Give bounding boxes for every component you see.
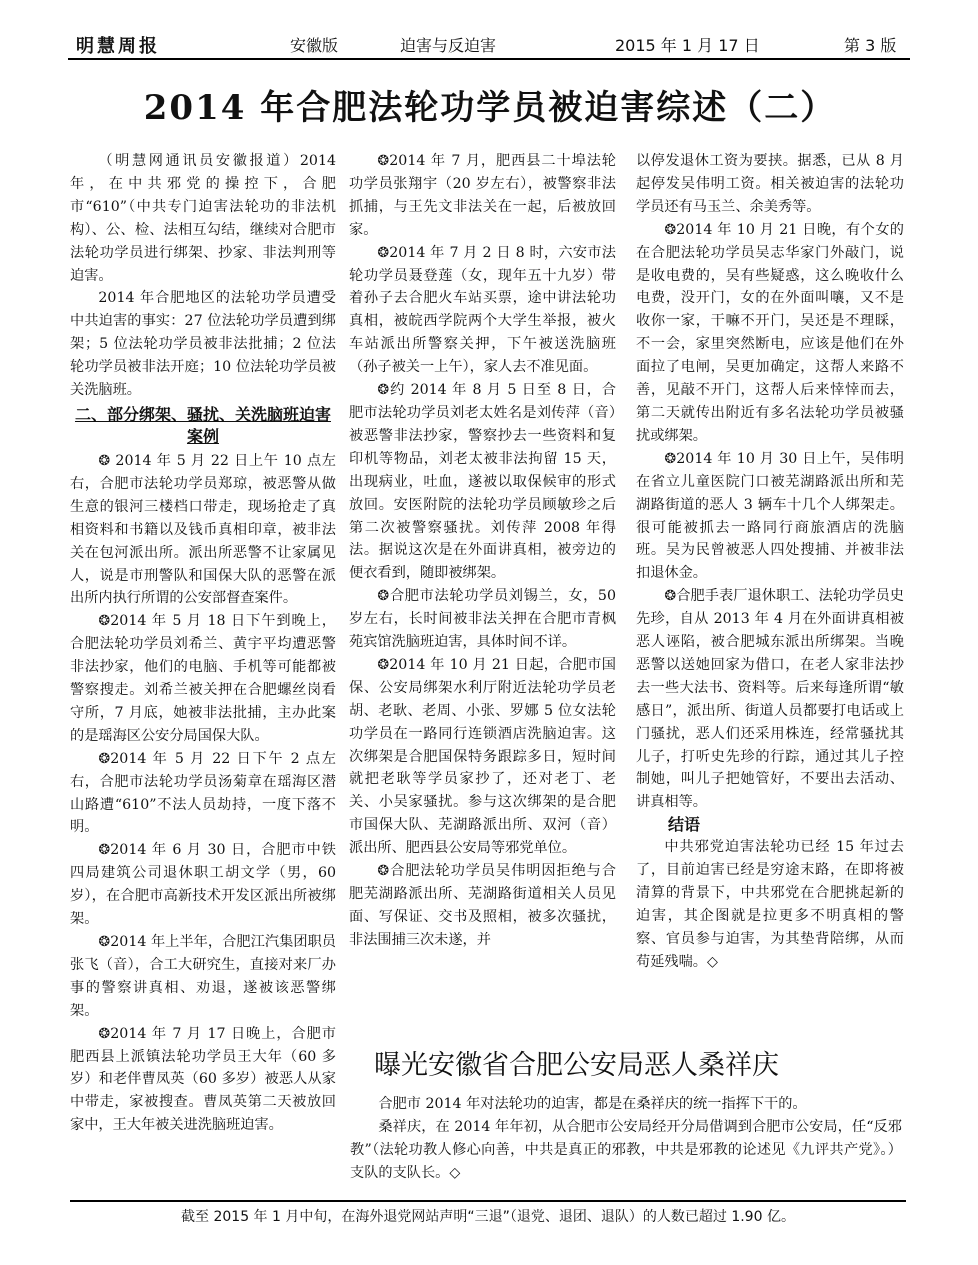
paragraph: ❂2014 年 7 月 2 日 8 时，六安市法轮功学员聂登莲（女，现年五十九岁）带着孙子去合肥火车站买票，途中讲法轮功真相，被皖西学院两个大学生举报，被火车站派出所警察关押，下午被送洗脑班（孙子被关一上午），家人去不准见面。 bbox=[349, 244, 616, 376]
conclusion-heading: 结语 bbox=[668, 815, 701, 835]
paragraph: ❂约 2014 年 8 月 5 日至 8 日，合肥市法轮功学员刘老太姓名是刘传萍（音）被恶警非法抄家，警察抄去一些资料和复印机等物品，刘老太被非法拘留 15 天，出现病业，吐血，遂被以取保候审的形式放回。安医附院的法轮功学员顾敏珍之后第二次被警察骚扰。刘传萍 2008 年得法。据说这次是在外面讲真相，被旁边的便衣看到，随即被绑架。 bbox=[349, 382, 616, 582]
footer-rule bbox=[70, 1200, 906, 1202]
column-1 bbox=[70, 150, 336, 1137]
paragraph: ❂2014 年 10 月 21 日晚，有个女的在合肥法轮功学员吴志华家门外敲门，说是收电费的，吴有些疑惑，这么晚收什么电费，没开门，女的在外面叫嚷，又不是收你一家，干嘛不开门，吴还是不理睬，不一会，家里突然断电，应该是他们在外面拉了电闸，吴更加确定，这帮人来路不善，见敲不开门，这帮人后来悻悻而去，第二天就传出附近有多名法轮功学员被骚扰或绑架。 bbox=[636, 221, 904, 444]
page-header bbox=[68, 31, 910, 61]
paragraph: ❂2014 年 10 月 30 日上午，吴伟明在省立儿童医院门口被芜湖路派出所和芜湖路街道的恶人 3 辆车十几个人绑架走。很可能被抓去一路同行商旅酒店的洗脑班。吴为民曾被恶人四处搜捕、并被非法扣退休金。 bbox=[636, 450, 904, 582]
paragraph: ❂合肥市法轮功学员刘锡兰，女，50 岁左右，长时间被非法关押在合肥市青枫苑宾馆洗脑班迫害，具体时间不详。 bbox=[349, 588, 616, 651]
paragraph: ❂合肥法轮功学员吴伟明因拒绝与合肥芜湖路派出所、芜湖路街道相关人员见面、写保证、交书及照相，被多次骚扰，非法围捕三次未遂，并 bbox=[349, 863, 616, 948]
paragraph: 合肥市 2014 年对法轮功的迫害，都是在桑祥庆的统一指挥下干的。 bbox=[378, 1096, 807, 1112]
issue-date: 2015 年 1 月 17 日 bbox=[615, 36, 760, 55]
column-2 bbox=[349, 150, 616, 952]
page-number: 第 3 版 bbox=[844, 36, 897, 55]
paragraph: ❂2014 年 5 月 18 日下午到晚上，合肥法轮功学员刘希兰、黄宇平均遭恶警非法抄家，他们的电脑、手机等可能都被警察搜走。刘希兰被关押在合肥螺丝岗看守所，7 月底，她被非法批捕，主办此案的是瑶海区公安分局国保大队。 bbox=[70, 613, 336, 744]
newspaper-brand: 明慧周报 bbox=[76, 36, 160, 57]
edition-label: 安徽版 bbox=[290, 36, 339, 55]
conclusion-text: 中共邪党迫害法轮功已经 15 年过去了，目前迫害已经是穷途末路，在即将被清算的背景下，中共邪党在合肥挑起新的迫害，其企图就是拉更多不明真相的警察、官员参与迫害，为其垫背陪绑，从而苟延残喘。◇ bbox=[636, 839, 904, 970]
article-headline: 2014 年合肥法轮功学员被迫害综述（二） bbox=[143, 88, 837, 128]
section-subhead: 二、部分绑架、骚扰、关洗脑班迫害案例 bbox=[74, 404, 331, 446]
paragraph: 2014 年合肥地区的法轮功学员遭受中共迫害的事实：27 位法轮功学员遭到绑架；5 位法轮功学员被非法批捕；2 位法轮功学员被非法开庭；10 位法轮功学员被关洗脑班。 bbox=[70, 290, 336, 399]
side-article-body bbox=[350, 1093, 902, 1185]
section-label: 迫害与反迫害 bbox=[400, 36, 497, 55]
paragraph: ❂2014 年 7 月，肥西县二十埠法轮功学员张翔宇（20 岁左右），被警察非法抓捕，与王先文非法关在一起，后被放回家。 bbox=[349, 153, 616, 238]
paragraph: 以停发退休工资为要挟。据悉，已从 8 月起停发吴伟明工资。相关被迫害的法轮功学员还有马玉兰、余美秀等。 bbox=[636, 153, 904, 215]
paragraph: ❂2014 年 5 月 22 日下午 2 点左右，合肥市法轮功学员汤菊章在瑶海区潜山路遭“610”不法人员劫持，一度下落不明。 bbox=[70, 750, 336, 836]
paragraph: ❂2014 年上半年，合肥江汽集团职员张飞（音），合工大研究生，直接对来厂办事的警察讲真相、劝退，遂被该恶警绑架。 bbox=[70, 934, 336, 1019]
side-article-title: 曝光安徽省合肥公安局恶人桑祥庆 bbox=[374, 1050, 779, 1081]
paragraph: ❂合肥手表厂退休职工、法轮功学员史先珍，自从 2013 年 4 月在外面讲真相被恶人诬陷，被合肥城东派出所绑架。当晚恶警以送她回家为借口，在老人家非法抄去一些大法书、资料等。后来每逢所谓“敏感日”，派出所、街道人员都要打电话或上门骚扰，恶人们还采用株连，经常骚扰其儿子，打听史先珍的行踪，通过其儿子控制她，叫儿子把她管好，不要出去活动、讲真相等。 bbox=[636, 588, 904, 811]
paragraph: 桑祥庆，在 2014 年年初，从合肥市公安局经开分局借调到合肥市公安局，任“反邪教”（法轮功教人修心向善，中共是真正的邪教，中共是邪教的论述见《九评共产党》。）支队的支队长。◇ bbox=[350, 1118, 902, 1181]
paragraph: （明慧网通讯员安徽报道）2014 年，在中共邪党的操控下，合肥市“610”（中共专门迫害法轮功的非法机构）、公、检、法相互勾结，继续对合肥市法轮功学员进行绑架、抄家、非法判刑等迫害。 bbox=[70, 153, 336, 284]
paragraph: ❂2014 年 7 月 17 日晚上，合肥市肥西县上派镇法轮功学员王大年（60 多岁）和老伴曹凤英（60 多岁）被恶人从家中带走，家被搜查。曹凤英第二天被放回家中，王大年被关进洗脑班迫害。 bbox=[70, 1025, 336, 1134]
paragraph: ❂2014 年 10 月 21 日起，合肥市国保、公安局绑架水利厅附近法轮功学员老胡、老耿、老周、小张、罗娜 5 位女法轮功学员在一路同行连锁酒店洗脑迫害。这次绑架是合肥国保特务跟踪多日，短时间就把老耿等学员家抄了，还对老丁、老关、小吴家骚扰。参与这次绑架的是合肥市国保大队、芜湖路派出所、双河（音）派出所、肥西县公安局等邪党单位。 bbox=[349, 656, 616, 857]
header-rule bbox=[68, 58, 910, 60]
paragraph: ❂2014 年 6 月 30 日，合肥市中铁四局建筑公司退休职工胡文学（男，60 岁），在合肥市高新技术开发区派出所被绑架。 bbox=[70, 842, 336, 928]
column-3 bbox=[636, 150, 904, 974]
paragraph: ❂ 2014 年 5 月 22 日上午 10 点左右，合肥市法轮功学员郑琼，被恶警从做生意的银河三楼档口带走，现场抢走了真相资料和书籍以及钱币真相印章，被非法关在包河派出所。派出所恶警不让家属见人，说是市刑警队和国保大队的恶警在派出所内执行所谓的公安部督查案件。 bbox=[70, 452, 336, 607]
footer-note: 截至 2015 年 1 月中旬，在海外退党网站声明“三退”（退党、退团、退队）的人数已超过 1.90 亿。 bbox=[181, 1209, 795, 1225]
